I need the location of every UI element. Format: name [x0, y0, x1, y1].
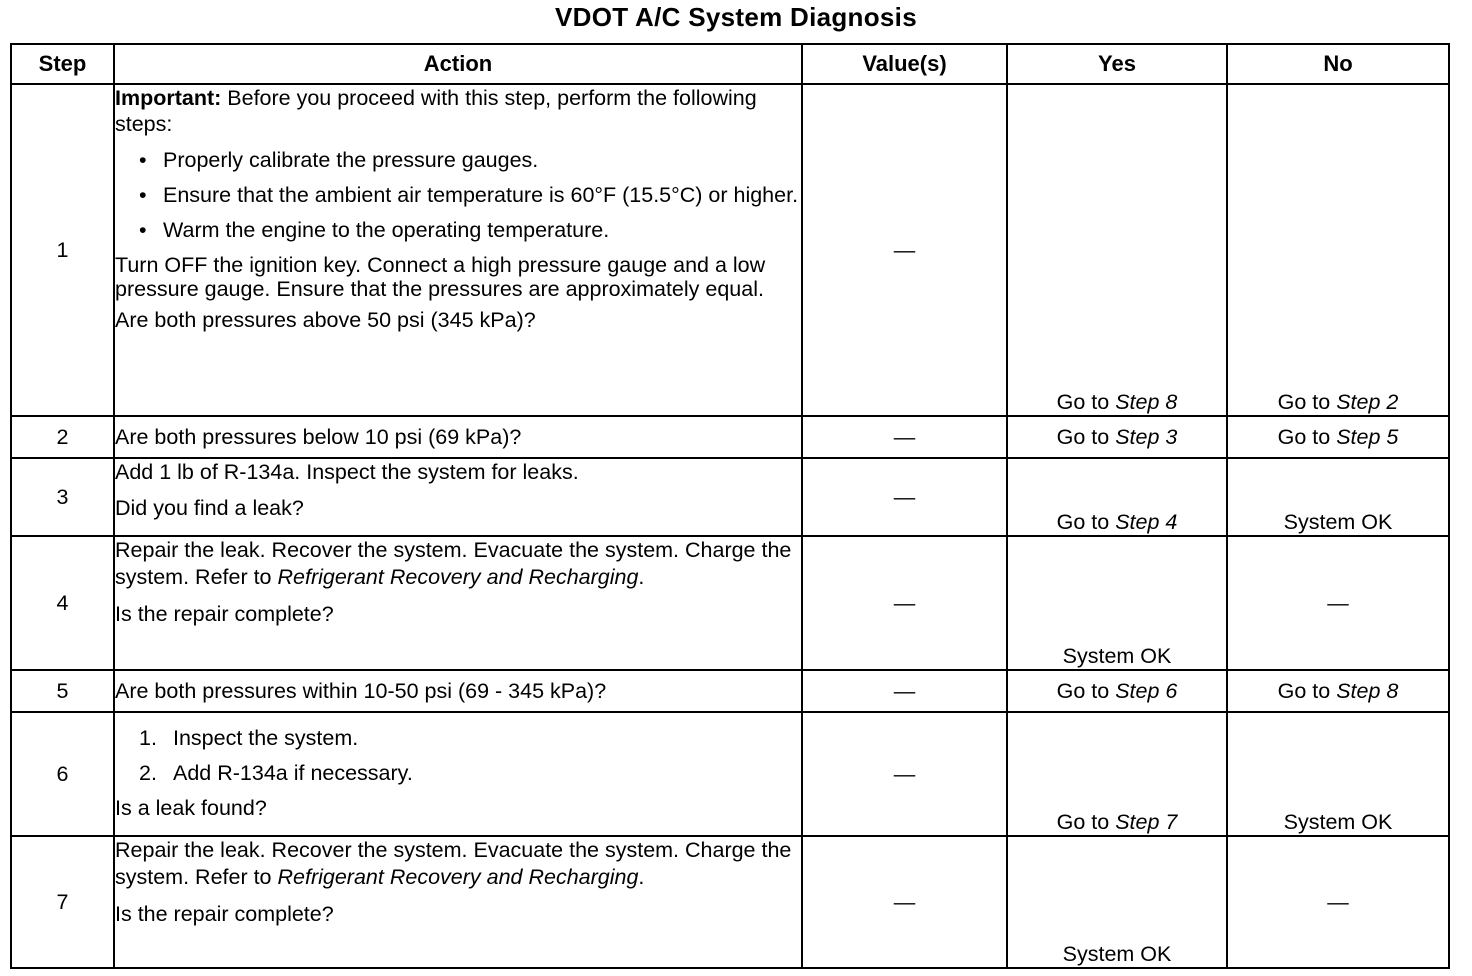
procedure-reference: Refrigerant Recovery and Recharging: [277, 565, 639, 589]
table-row-step-1: [11, 84, 1449, 416]
question-text: Are both pressures within 10-50 psi (69 - 345 kPa)?: [115, 679, 607, 703]
step-reference: Step 4: [1115, 510, 1178, 534]
question-text: Is a leak found?: [115, 796, 267, 820]
action-cell: [114, 84, 802, 416]
step-reference: Step 6: [1115, 679, 1178, 703]
table-row-step-6: [11, 712, 1449, 836]
action-cell: [114, 458, 802, 536]
table-row-step-4: [11, 536, 1449, 670]
no-cell: System OK: [1227, 458, 1449, 536]
bullet-icon: •: [139, 148, 147, 172]
instruction-text: Repair the leak. Recover the system. Evacuate the system. Charge the system. Refer to Refrigerant Recovery and Recharging.: [115, 838, 792, 889]
table-row-step-7: [11, 836, 1449, 968]
yes-cell: Go to Step 4: [1007, 458, 1227, 536]
substep-list: [115, 725, 801, 786]
table-row-step-2: [11, 416, 1449, 458]
step-reference: Step 8: [1336, 679, 1399, 703]
list-item: 2. Add R-134a if necessary.: [139, 761, 413, 785]
step-reference: Step 5: [1336, 425, 1399, 449]
action-cell: [114, 416, 802, 458]
step-number: 6: [11, 712, 114, 836]
procedure-reference: Refrigerant Recovery and Recharging: [277, 865, 639, 889]
yes-cell: Go to Step 3: [1007, 416, 1227, 458]
step-column-header: Step: [11, 44, 114, 84]
action-cell: [114, 712, 802, 836]
table-row-step-3: [11, 458, 1449, 536]
question-text: Are both pressures above 50 psi (345 kPa)?: [115, 308, 536, 332]
bullet-list: [115, 147, 801, 243]
yes-cell: System OK: [1007, 536, 1227, 670]
page-title: VDOT A/C System Diagnosis: [555, 2, 917, 32]
header-row: [11, 44, 1449, 84]
instruction-text: Add 1 lb of R-134a. Inspect the system for leaks.: [115, 460, 579, 484]
important-note: [115, 85, 801, 137]
action-cell: [114, 536, 802, 670]
action-cell: [114, 836, 802, 968]
question-text: Are both pressures below 10 psi (69 kPa)?: [115, 425, 522, 449]
yes-cell: Go to Step 7: [1007, 712, 1227, 836]
yes-cell: Go to Step 8: [1007, 84, 1227, 416]
action-column-header: Action: [114, 44, 802, 84]
action-cell: [114, 670, 802, 712]
step-reference: Step 7: [1115, 810, 1178, 834]
question-text: Is the repair complete?: [115, 602, 334, 626]
step-number: 5: [11, 670, 114, 712]
important-label: Important:: [115, 86, 222, 110]
value-cell: —: [802, 670, 1007, 712]
important-text: Before you proceed with this step, perform the following steps:: [115, 86, 757, 136]
step-number: 7: [11, 836, 114, 968]
values-column-header: Value(s): [802, 44, 1007, 84]
table-row-step-5: [11, 670, 1449, 712]
value-cell: —: [802, 416, 1007, 458]
step-reference: Step 8: [1115, 390, 1178, 414]
list-item: • Ensure that the ambient air temperature is 60°F (15.5°C) or higher.: [139, 183, 799, 207]
list-item: • Properly calibrate the pressure gauges.: [139, 148, 539, 172]
no-cell: —: [1227, 836, 1449, 968]
value-cell: —: [802, 836, 1007, 968]
diagnosis-table: [10, 43, 1450, 969]
value-cell: —: [802, 458, 1007, 536]
no-cell: Go to Step 8: [1227, 670, 1449, 712]
question-text: Is the repair complete?: [115, 902, 334, 926]
yes-cell: Go to Step 6: [1007, 670, 1227, 712]
no-cell: Go to Step 5: [1227, 416, 1449, 458]
instruction-text: Repair the leak. Recover the system. Evacuate the system. Charge the system. Refer to Refrigerant Recovery and Recharging.: [115, 538, 792, 589]
value-cell: —: [802, 712, 1007, 836]
list-item: • Warm the engine to the operating temperature.: [139, 218, 610, 242]
list-item: 1. Inspect the system.: [139, 726, 359, 750]
question-text: Did you find a leak?: [115, 496, 304, 520]
step-reference: Step 2: [1336, 390, 1399, 414]
step-number: 1: [11, 84, 114, 416]
instruction-text: Turn OFF the ignition key. Connect a high pressure gauge and a low pressure gauge. Ensure that the pressures are approximately equal.: [115, 253, 766, 301]
value-cell: —: [802, 84, 1007, 416]
no-cell: Go to Step 2: [1227, 84, 1449, 416]
step-number: 2: [11, 416, 114, 458]
value-cell: —: [802, 536, 1007, 670]
step-number: 4: [11, 536, 114, 670]
no-cell: —: [1227, 536, 1449, 670]
yes-cell: System OK: [1007, 836, 1227, 968]
bullet-icon: •: [139, 183, 147, 207]
bullet-icon: •: [139, 218, 147, 242]
step-reference: Step 3: [1115, 425, 1178, 449]
yes-column-header: Yes: [1007, 44, 1227, 84]
no-column-header: No: [1227, 44, 1449, 84]
step-number: 3: [11, 458, 114, 536]
no-cell: System OK: [1227, 712, 1449, 836]
